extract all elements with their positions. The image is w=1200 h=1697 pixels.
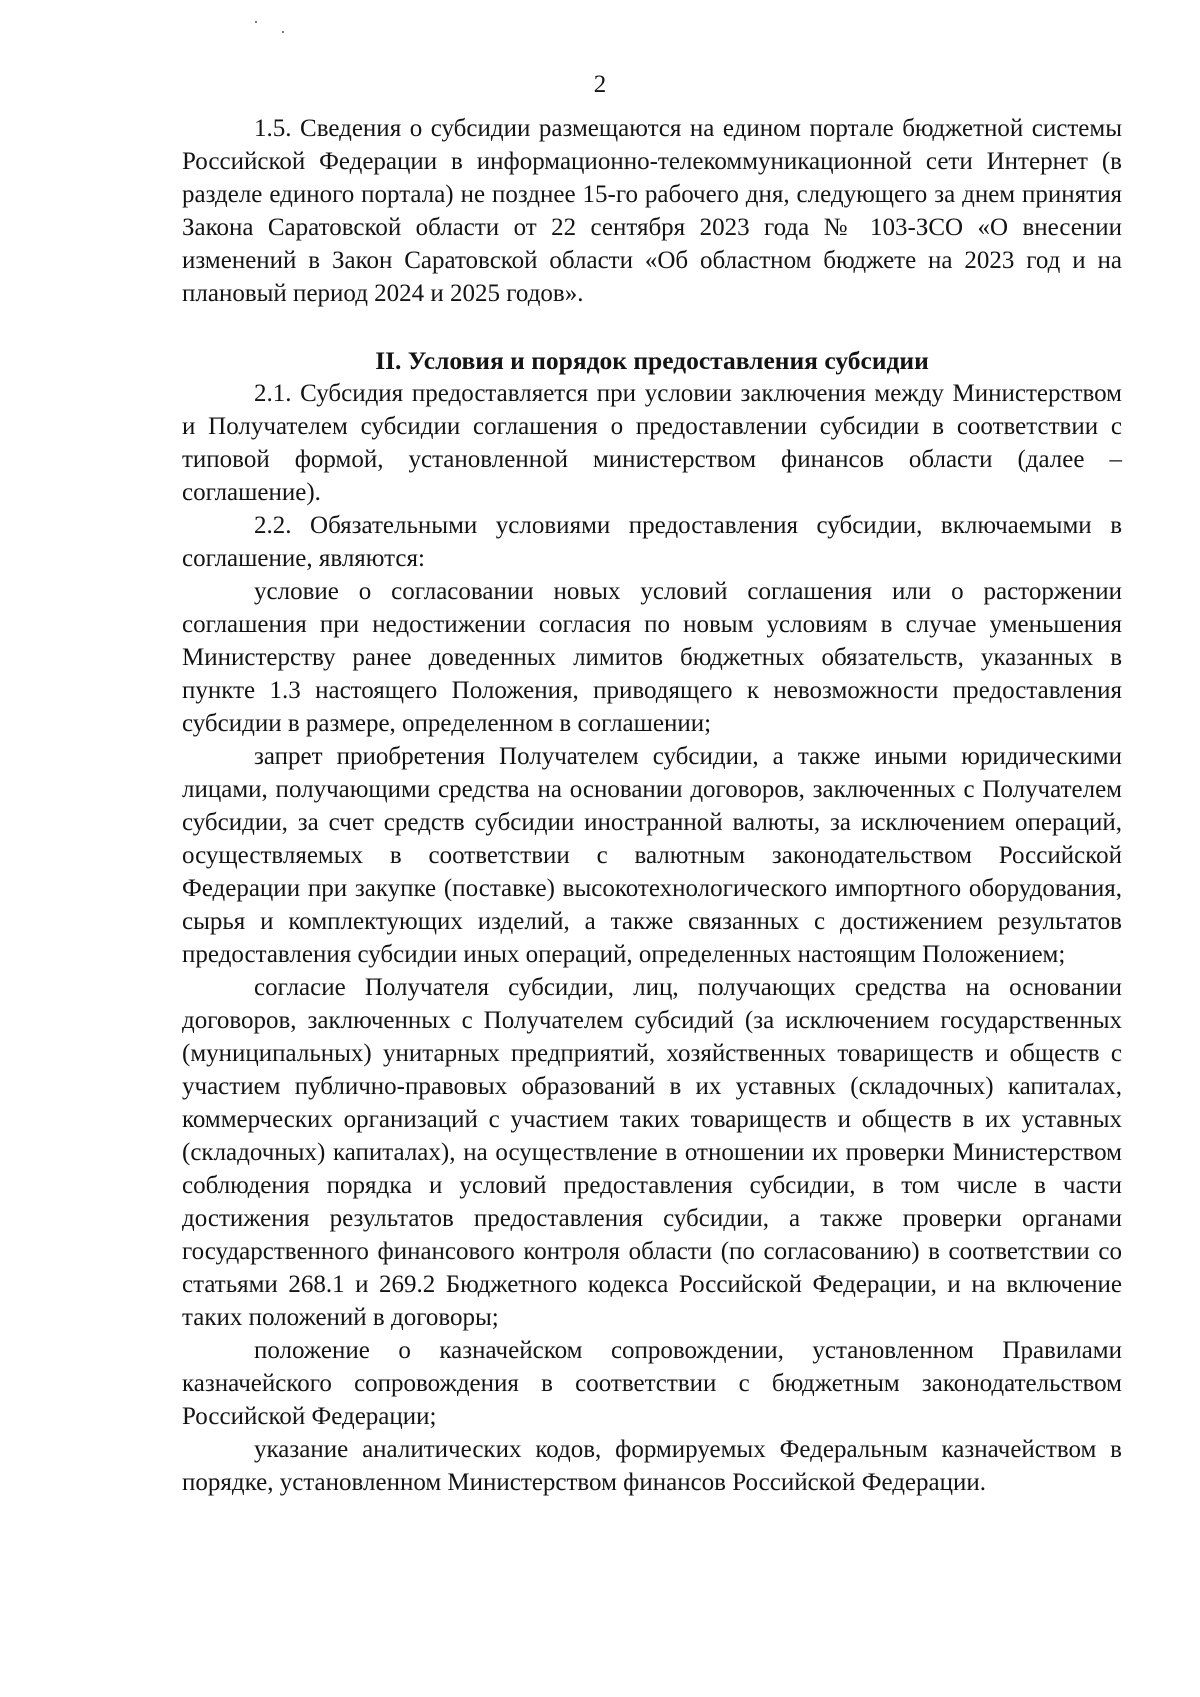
paragraph-consent-inspection: согласие Получателя субсидии, лиц, получающих средства на основании договоров, заключенных с Получателем субсидий (за исключением государственных (муниципальных) унитарных предприятий, хозяйственных товариществ и обществ с участием публично-правовых образований в их уставных (складочных) капиталах, коммерческих организаций с участием таких товариществ и обществ в их уставных (складочных) капиталах), на осуществление в отношении их проверки Министерством соблюдения порядка и условий предоставления субсидии, в том числе в части достижения результатов предоставления субсидии, а также проверки органами государственного финансового контроля области (по согласованию) в соответствии со статьями 268.1 и 269.2 Бюджетного кодекса Российской Федерации, и на включение таких положений в договоры; [182,974,1122,1331]
paragraph-1-5: 1.5. Сведения о субсидии размещаются на едином портале бюджетной системы Российской Федерации в информационно-телекоммуникационной сети Интернет (в разделе единого портала) не позднее 15-го рабочего дня, следующего за днем принятия Закона Саратовской области от 22 сентября 2023 года № 103-ЗСО «О внесении изменений в Закон Саратовской области «Об областном бюджете на 2023 год и на плановый период 2024 и 2025 годов». [182,115,1122,307]
paragraph-analytical-codes: указание аналитических кодов, формируемых Федеральным казначейством в порядке, установленном Министерством финансов Российской Федерации. [182,1436,1122,1496]
section-heading: II. Условия и порядок предоставления субсидии [375,346,929,375]
scan-speck [255,21,257,23]
paragraph-2-1: 2.1. Субсидия предоставляется при условии заключения между Министерством и Получателем субсидии соглашения о предоставлении субсидии в соответствии с типовой формой, установленной министерством финансов области (далее – соглашение). [182,380,1122,506]
scan-speck [282,31,284,33]
paragraph-treasury-support: положение о казначейском сопровождении, установленном Правилами казначейского сопровождения в соответствии с бюджетным законодательством Российской Федерации; [182,1337,1122,1430]
paragraph-2-2: 2.2. Обязательными условиями предоставления субсидии, включаемыми в соглашение, являются: [182,512,1122,572]
document-body [182,112,1122,1499]
page-number: 2 [593,71,607,98]
paragraph-condition-agreement: условие о согласовании новых условий соглашения или о расторжении соглашения при недостижении согласия по новым условиям в случае уменьшения Министерству ранее доведенных лимитов бюджетных обязательств, указанных в пункте 1.3 настоящего Положения, приводящего к невозможности предоставления субсидии в размере, определенном в соглашении; [182,578,1122,737]
paragraph-currency-ban: запрет приобретения Получателем субсидии, а также иными юридическими лицами, получающими средства на основании договоров, заключенных с Получателем субсидии, за счет средств субсидии иностранной валюты, за исключением операций, осуществляемых в соответствии с валютным законодательством Российской Федерации при закупке (поставке) высокотехнологического импортного оборудования, сырья и комплектующих изделий, а также связанных с достижением результатов предоставления субсидии иных операций, определенных настоящим Положением; [182,743,1122,968]
